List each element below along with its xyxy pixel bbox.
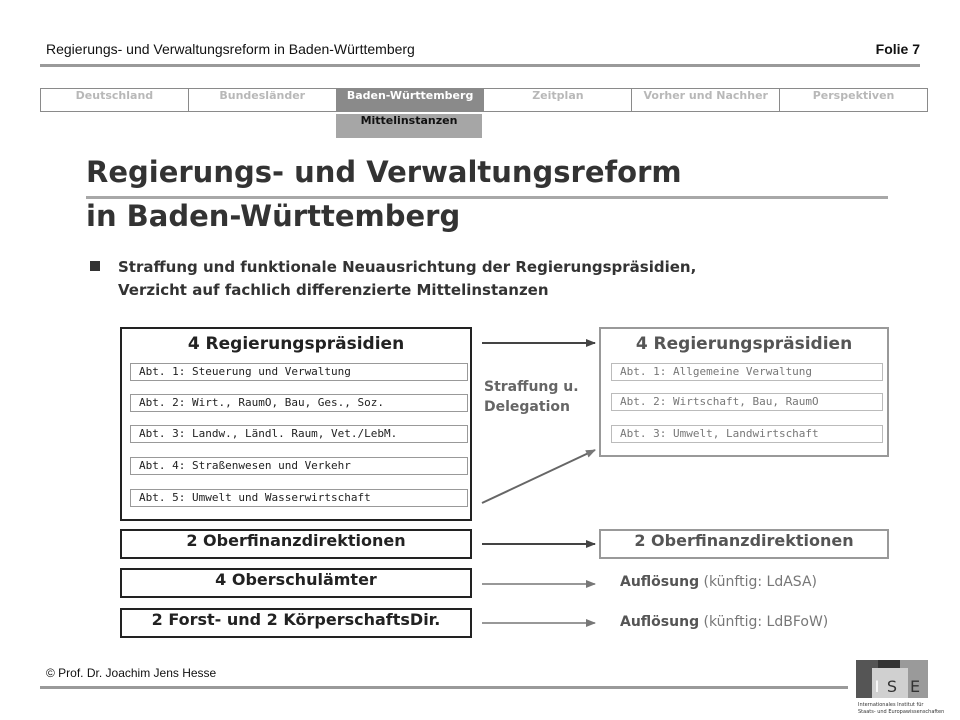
old-dept-3: Abt. 3: Landw., Ländl. Raum, Vet./LebM. (130, 425, 468, 443)
aufloesung-detail-2: (künftig: LdBFoW) (699, 614, 829, 630)
footer-divider (40, 686, 848, 689)
logo-caption-2: Staats- und Europawissenschaften (858, 709, 945, 715)
logo-caption-1: Internationales Institut für (858, 702, 924, 708)
page-title-line1: Regierungs- und Verwaltungsreform (86, 155, 682, 189)
old-rp-box (120, 327, 472, 521)
straffung-line2: Delegation (484, 399, 570, 415)
aufloesung-label-2: Auflösung (620, 614, 700, 630)
aufloesung-ldbfow (620, 614, 828, 630)
slide-number: Folie 7 (875, 41, 920, 57)
bullet-text (118, 256, 878, 302)
new-ofd-box: 2 Oberfinanzdirektionen (599, 529, 889, 559)
aufloesung-detail-1: (künftig: LdASA) (699, 574, 817, 590)
footer-copyright: © Prof. Dr. Joachim Jens Hesse (46, 666, 217, 680)
subtab-mittelinstanzen[interactable]: Mittelinstanzen (336, 114, 482, 138)
aufloesung-ldasa (620, 574, 817, 590)
logo-letter-e: E (909, 677, 921, 696)
page-title-line2: in Baden-Württemberg (86, 199, 461, 233)
new-dept-2: Abt. 2: Wirtschaft, Bau, RaumO (611, 393, 883, 411)
oberschulaemter-box: 4 Oberschulämter (120, 568, 472, 598)
old-dept-5: Abt. 5: Umwelt und Wasserwirtschaft (130, 489, 468, 507)
forst-koerperschaft-box: 2 Forst- und 2 KörperschaftsDir. (120, 608, 472, 638)
tab-baden-wuerttemberg[interactable]: Baden-Württemberg (337, 89, 485, 111)
arrow-rp-diagonal (482, 450, 595, 503)
new-rp-box (599, 327, 889, 457)
tab-zeitplan[interactable]: Zeitplan (484, 89, 632, 111)
tab-deutschland[interactable]: Deutschland (41, 89, 189, 111)
bullet-line1: Straffung und funktionale Neuausrichtung der Regierungspräsidien, (118, 258, 697, 276)
straffung-note (484, 377, 579, 417)
new-dept-1: Abt. 1: Allgemeine Verwaltung (611, 363, 883, 381)
logo-letter-i: I (874, 677, 880, 696)
new-rp-title: 4 Regierungspräsidien (635, 334, 853, 354)
aufloesung-label-1: Auflösung (620, 574, 700, 590)
section-nav (40, 88, 928, 112)
new-dept-3: Abt. 3: Umwelt, Landwirtschaft (611, 425, 883, 443)
old-dept-4: Abt. 4: Straßenwesen und Verkehr (130, 457, 468, 475)
ise-logo (856, 660, 945, 716)
old-rp-title: 4 Regierungspräsidien (187, 334, 405, 354)
tab-bundeslaender[interactable]: Bundesländer (189, 89, 337, 111)
straffung-line1: Straffung u. (484, 379, 579, 395)
tab-perspektiven[interactable]: Perspektiven (780, 89, 927, 111)
header-divider (40, 64, 920, 67)
logo-letter-s: S (886, 677, 898, 696)
old-dept-1: Abt. 1: Steuerung und Verwaltung (130, 363, 468, 381)
header-title: Regierungs- und Verwaltungsreform in Baden-Württemberg (46, 41, 415, 57)
old-ofd-box: 2 Oberfinanzdirektionen (120, 529, 472, 559)
tab-vorher-nachher[interactable]: Vorher und Nachher (632, 89, 780, 111)
bullet-square-icon (90, 261, 100, 271)
bullet-line2: Verzicht auf fachlich differenzierte Mittelinstanzen (118, 281, 549, 299)
old-dept-2: Abt. 2: Wirt., RaumO, Bau, Ges., Soz. (130, 394, 468, 412)
